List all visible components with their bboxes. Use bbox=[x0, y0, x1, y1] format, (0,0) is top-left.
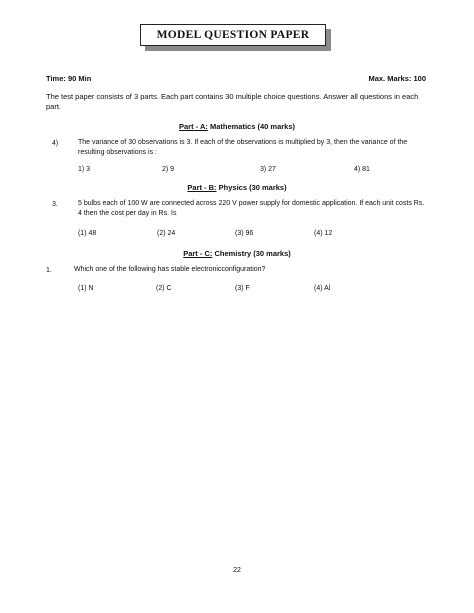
title-banner bbox=[140, 24, 332, 50]
question-number: 4) bbox=[52, 140, 59, 147]
option-1: 1) 3 bbox=[78, 166, 91, 173]
part-c-subject: Chemistry (30 marks) bbox=[212, 249, 291, 258]
option-1: (1) 48 bbox=[78, 230, 97, 237]
option-2: (2) C bbox=[156, 285, 172, 292]
exam-meta bbox=[46, 74, 426, 83]
part-b-subject: Physics (30 marks) bbox=[216, 183, 287, 192]
option-1: (1) N bbox=[78, 285, 94, 292]
question-text: Which one of the following has stable electronicconfiguration? bbox=[74, 266, 266, 273]
option-2: (2) 24 bbox=[157, 230, 176, 237]
part-a-heading bbox=[0, 122, 474, 131]
time-label: Time: 90 Min bbox=[46, 74, 92, 83]
question-text: 5 bulbs each of 100 W are connected across 220 V power supply for domestic application. If each unit costs Rs. 4 then the cost per day in Rs. Is bbox=[78, 200, 425, 217]
question-text: The variance of 30 observations is 3. If each of the observations is multiplied by 3, then the variance of the resulting observations is : bbox=[78, 139, 408, 156]
part-b-heading bbox=[0, 183, 474, 192]
instructions: The test paper consists of 3 parts. Each part contains 30 multiple choice questions. Answer all questions in each part. bbox=[46, 92, 419, 111]
option-4: (4) Al bbox=[314, 285, 331, 292]
part-a-subject: Mathematics (40 marks) bbox=[207, 122, 295, 131]
option-2: 2) 9 bbox=[162, 166, 175, 173]
option-3: (3) F bbox=[235, 285, 250, 292]
part-b-tag: Part - B: bbox=[187, 183, 217, 192]
option-3: 3) 27 bbox=[260, 166, 276, 173]
option-4: 4) 81 bbox=[354, 166, 370, 173]
question-number: 3. bbox=[52, 201, 58, 208]
option-4: (4) 12 bbox=[314, 230, 333, 237]
max-marks-label: Max. Marks: 100 bbox=[368, 74, 426, 83]
option-3: (3) 96 bbox=[235, 230, 254, 237]
page-number: 22 bbox=[233, 567, 241, 574]
part-c-tag: Part - C: bbox=[183, 249, 213, 258]
page-title: MODEL QUESTION PAPER bbox=[140, 24, 326, 46]
question-number: 1. bbox=[46, 267, 52, 274]
part-a-tag: Part - A: bbox=[178, 122, 208, 131]
part-c-heading bbox=[0, 249, 474, 258]
